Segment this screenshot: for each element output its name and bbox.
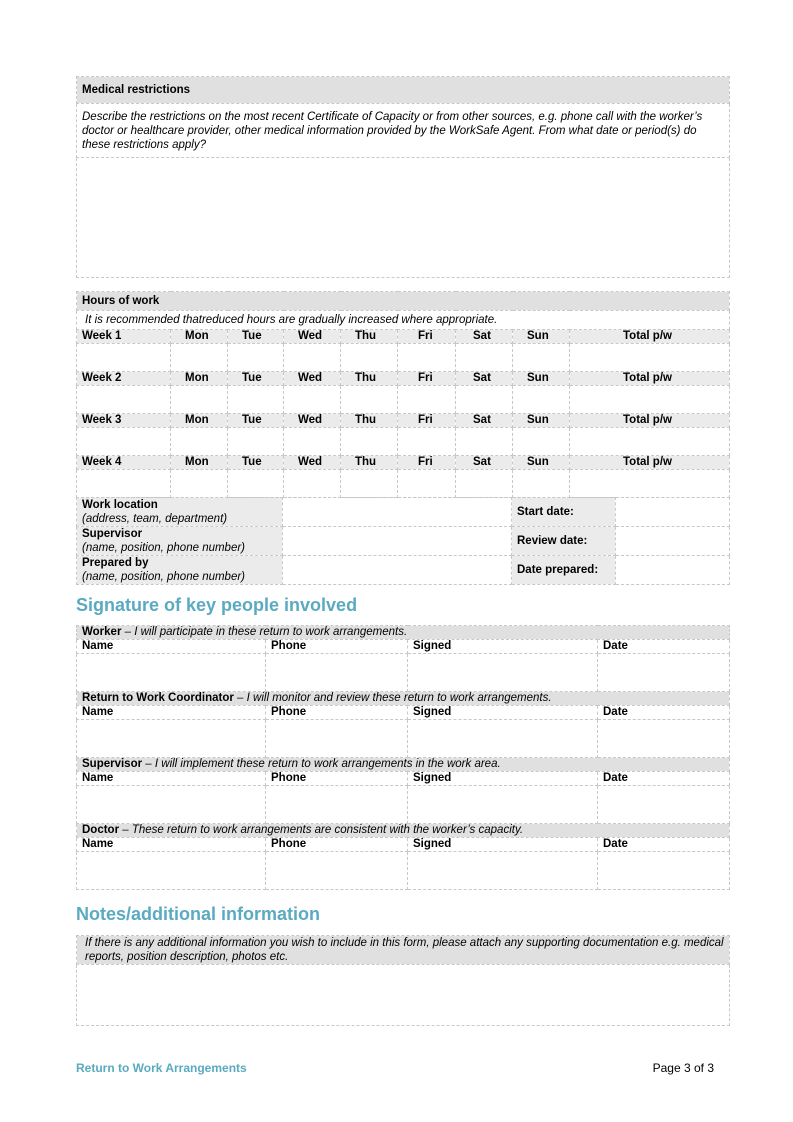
signature-input[interactable] [408, 852, 598, 890]
signature-input-row [77, 720, 730, 758]
hours-input-mon[interactable] [171, 428, 228, 456]
day-header-wed: Wed [284, 456, 341, 470]
hours-of-work-table [76, 291, 730, 498]
week-input-blank [77, 386, 171, 414]
hours-input-sun[interactable] [513, 428, 570, 456]
signature-role-statement: – I will implement these return to work arrangements in the work area. [145, 758, 501, 770]
medical-restrictions-title: Medical restrictions [77, 77, 730, 104]
hours-input-tue[interactable] [228, 428, 284, 456]
hours-input-sat[interactable] [456, 428, 513, 456]
day-header-sat: Sat [456, 372, 513, 386]
day-header-thu: Thu [341, 372, 398, 386]
col-date: Date [598, 838, 730, 852]
col-date: Date [598, 640, 730, 654]
signature-input[interactable] [408, 720, 598, 758]
col-name: Name [77, 640, 266, 654]
day-header-mon: Mon [171, 414, 228, 428]
work-details-table [76, 497, 730, 585]
col-signed: Signed [408, 706, 598, 720]
day-header-tue: Tue [228, 414, 284, 428]
hours-input-tue[interactable] [228, 344, 284, 372]
medical-restrictions-section [76, 76, 730, 278]
hours-input-tue[interactable] [228, 470, 284, 498]
hours-input-thu[interactable] [341, 428, 398, 456]
day-header-tue: Tue [228, 372, 284, 386]
hours-input-fri[interactable] [398, 428, 456, 456]
name-input[interactable] [77, 654, 266, 692]
col-phone: Phone [266, 838, 408, 852]
start-date-label: Start date: [512, 498, 616, 527]
day-header-thu: Thu [341, 414, 398, 428]
supervisor-label: Supervisor [82, 528, 143, 540]
day-header-wed: Wed [284, 372, 341, 386]
hours-input-wed[interactable] [284, 470, 341, 498]
footer-page-number: Page 3 of 3 [652, 1061, 714, 1075]
signature-columns-row [77, 838, 730, 852]
signature-columns-row [77, 706, 730, 720]
week-header-row [77, 414, 730, 428]
prepared-by-label: Prepared by [82, 557, 149, 569]
name-input[interactable] [77, 786, 266, 824]
signature-columns-row [77, 640, 730, 654]
hours-input-sat[interactable] [456, 344, 513, 372]
total-header: Total p/w [570, 372, 730, 386]
hours-input-fri[interactable] [398, 470, 456, 498]
day-header-sat: Sat [456, 414, 513, 428]
signature-role-row [77, 758, 730, 772]
day-header-thu: Thu [341, 330, 398, 344]
day-header-mon: Mon [171, 456, 228, 470]
signature-input[interactable] [408, 654, 598, 692]
work-location-label: Work location [82, 499, 158, 511]
col-phone: Phone [266, 706, 408, 720]
date-prepared-input[interactable] [616, 556, 730, 585]
day-header-tue: Tue [228, 456, 284, 470]
date-prepared-label: Date prepared: [512, 556, 616, 585]
name-input[interactable] [77, 720, 266, 758]
week-label: Week 1 [77, 330, 171, 344]
date-input[interactable] [598, 720, 730, 758]
signature-role-name: Doctor [82, 824, 120, 836]
day-header-mon: Mon [171, 372, 228, 386]
work-location-input[interactable] [283, 498, 512, 527]
col-signed: Signed [408, 838, 598, 852]
work-location-label-cell [77, 498, 283, 527]
hours-input-total[interactable] [570, 428, 730, 456]
week-input-row [77, 470, 730, 498]
name-input[interactable] [77, 852, 266, 890]
hours-input-thu[interactable] [341, 386, 398, 414]
signature-role-statement: – I will participate in these return to work arrangements. [124, 626, 408, 638]
hours-input-sun[interactable] [513, 344, 570, 372]
phone-input[interactable] [266, 720, 408, 758]
day-header-sat: Sat [456, 456, 513, 470]
start-date-input[interactable] [616, 498, 730, 527]
week-header-row [77, 372, 730, 386]
signature-role-statement: – These return to work arrangements are consistent with the worker’s capacity. [122, 824, 524, 836]
medical-restrictions-description: Describe the restrictions on the most recent Certificate of Capacity or from other sources, e.g. phone call with the worker’s doctor or healthcare provider, other medical information provided by the WorkSafe Agent. From what date or period(s) do these restrictions apply? [77, 104, 730, 158]
col-name: Name [77, 838, 266, 852]
notes-table [76, 935, 730, 1026]
day-header-fri: Fri [398, 456, 456, 470]
footer-title: Return to Work Arrangements [76, 1061, 247, 1075]
day-header-thu: Thu [341, 456, 398, 470]
hours-input-mon[interactable] [171, 344, 228, 372]
week-input-blank [77, 344, 171, 372]
hours-input-fri[interactable] [398, 344, 456, 372]
week-header-row [77, 330, 730, 344]
col-phone: Phone [266, 640, 408, 654]
signature-role-statement: – I will monitor and review these return to work arrangements. [237, 692, 552, 704]
signature-role-row [77, 626, 730, 640]
supervisor-input[interactable] [283, 527, 512, 556]
date-input[interactable] [598, 786, 730, 824]
hours-input-sun[interactable] [513, 470, 570, 498]
hours-input-sat[interactable] [456, 470, 513, 498]
hours-input-tue[interactable] [228, 386, 284, 414]
signatures-table [76, 625, 730, 890]
hours-input-total[interactable] [570, 386, 730, 414]
signature-input-row [77, 852, 730, 890]
col-date: Date [598, 772, 730, 786]
hours-of-work-note: It is recommended thatreduced hours are gradually increased where appropriate. [77, 311, 730, 330]
prepared-by-input[interactable] [283, 556, 512, 585]
day-header-fri: Fri [398, 330, 456, 344]
hours-input-mon[interactable] [171, 386, 228, 414]
day-header-sun: Sun [513, 414, 570, 428]
day-header-tue: Tue [228, 330, 284, 344]
day-header-fri: Fri [398, 372, 456, 386]
week-label: Week 3 [77, 414, 171, 428]
signature-columns-row [77, 772, 730, 786]
col-name: Name [77, 772, 266, 786]
hours-input-wed[interactable] [284, 428, 341, 456]
notes-input[interactable] [77, 965, 730, 1026]
day-header-fri: Fri [398, 414, 456, 428]
hours-input-total[interactable] [570, 470, 730, 498]
signature-input[interactable] [408, 786, 598, 824]
total-header: Total p/w [570, 330, 730, 344]
col-date: Date [598, 706, 730, 720]
total-header: Total p/w [570, 456, 730, 470]
signatures-heading: Signature of key people involved [76, 595, 358, 615]
signature-input-row [77, 786, 730, 824]
week-input-blank [77, 470, 171, 498]
phone-input[interactable] [266, 852, 408, 890]
week-input-blank [77, 428, 171, 456]
date-input[interactable] [598, 852, 730, 890]
signature-role-name: Supervisor [82, 758, 143, 770]
week-label: Week 4 [77, 456, 171, 470]
signature-role-row [77, 824, 730, 838]
week-input-row [77, 428, 730, 456]
supervisor-label-cell [77, 527, 283, 556]
col-signed: Signed [408, 640, 598, 654]
hours-input-fri[interactable] [398, 386, 456, 414]
col-phone: Phone [266, 772, 408, 786]
total-header: Total p/w [570, 414, 730, 428]
week-input-row [77, 344, 730, 372]
day-header-wed: Wed [284, 330, 341, 344]
day-header-sun: Sun [513, 456, 570, 470]
hours-input-total[interactable] [570, 344, 730, 372]
review-date-input[interactable] [616, 527, 730, 556]
supervisor-hint: (name, position, phone number) [82, 542, 246, 554]
review-date-label: Review date: [512, 527, 616, 556]
signature-role-cell [77, 626, 730, 640]
hours-input-sun[interactable] [513, 386, 570, 414]
notes-description: If there is any additional information you wish to include in this form, please attach any supporting documentation e.g. medical reports, position description, photos etc. [77, 936, 730, 965]
hours-input-wed[interactable] [284, 386, 341, 414]
prepared-by-hint: (name, position, phone number) [82, 571, 246, 583]
week-label: Week 2 [77, 372, 171, 386]
day-header-sat: Sat [456, 330, 513, 344]
hours-input-mon[interactable] [171, 470, 228, 498]
signature-role-name: Worker [82, 626, 122, 638]
work-location-hint: (address, team, department) [82, 513, 228, 525]
signature-role-name: Return to Work Coordinator [82, 692, 234, 704]
date-input[interactable] [598, 654, 730, 692]
medical-restrictions-input[interactable] [77, 158, 730, 278]
col-signed: Signed [408, 772, 598, 786]
prepared-by-label-cell [77, 556, 283, 585]
signature-role-cell [77, 824, 730, 838]
day-header-sun: Sun [513, 330, 570, 344]
day-header-sun: Sun [513, 372, 570, 386]
signature-input-row [77, 654, 730, 692]
week-header-row [77, 456, 730, 470]
hours-input-sat[interactable] [456, 386, 513, 414]
hours-input-thu[interactable] [341, 344, 398, 372]
day-header-wed: Wed [284, 414, 341, 428]
notes-heading: Notes/additional information [76, 904, 321, 924]
week-input-row [77, 386, 730, 414]
phone-input[interactable] [266, 654, 408, 692]
day-header-mon: Mon [171, 330, 228, 344]
signature-role-cell [77, 758, 730, 772]
hours-input-wed[interactable] [284, 344, 341, 372]
signature-role-cell [77, 692, 730, 706]
phone-input[interactable] [266, 786, 408, 824]
col-name: Name [77, 706, 266, 720]
signature-role-row [77, 692, 730, 706]
hours-of-work-title: Hours of work [77, 292, 730, 311]
hours-input-thu[interactable] [341, 470, 398, 498]
